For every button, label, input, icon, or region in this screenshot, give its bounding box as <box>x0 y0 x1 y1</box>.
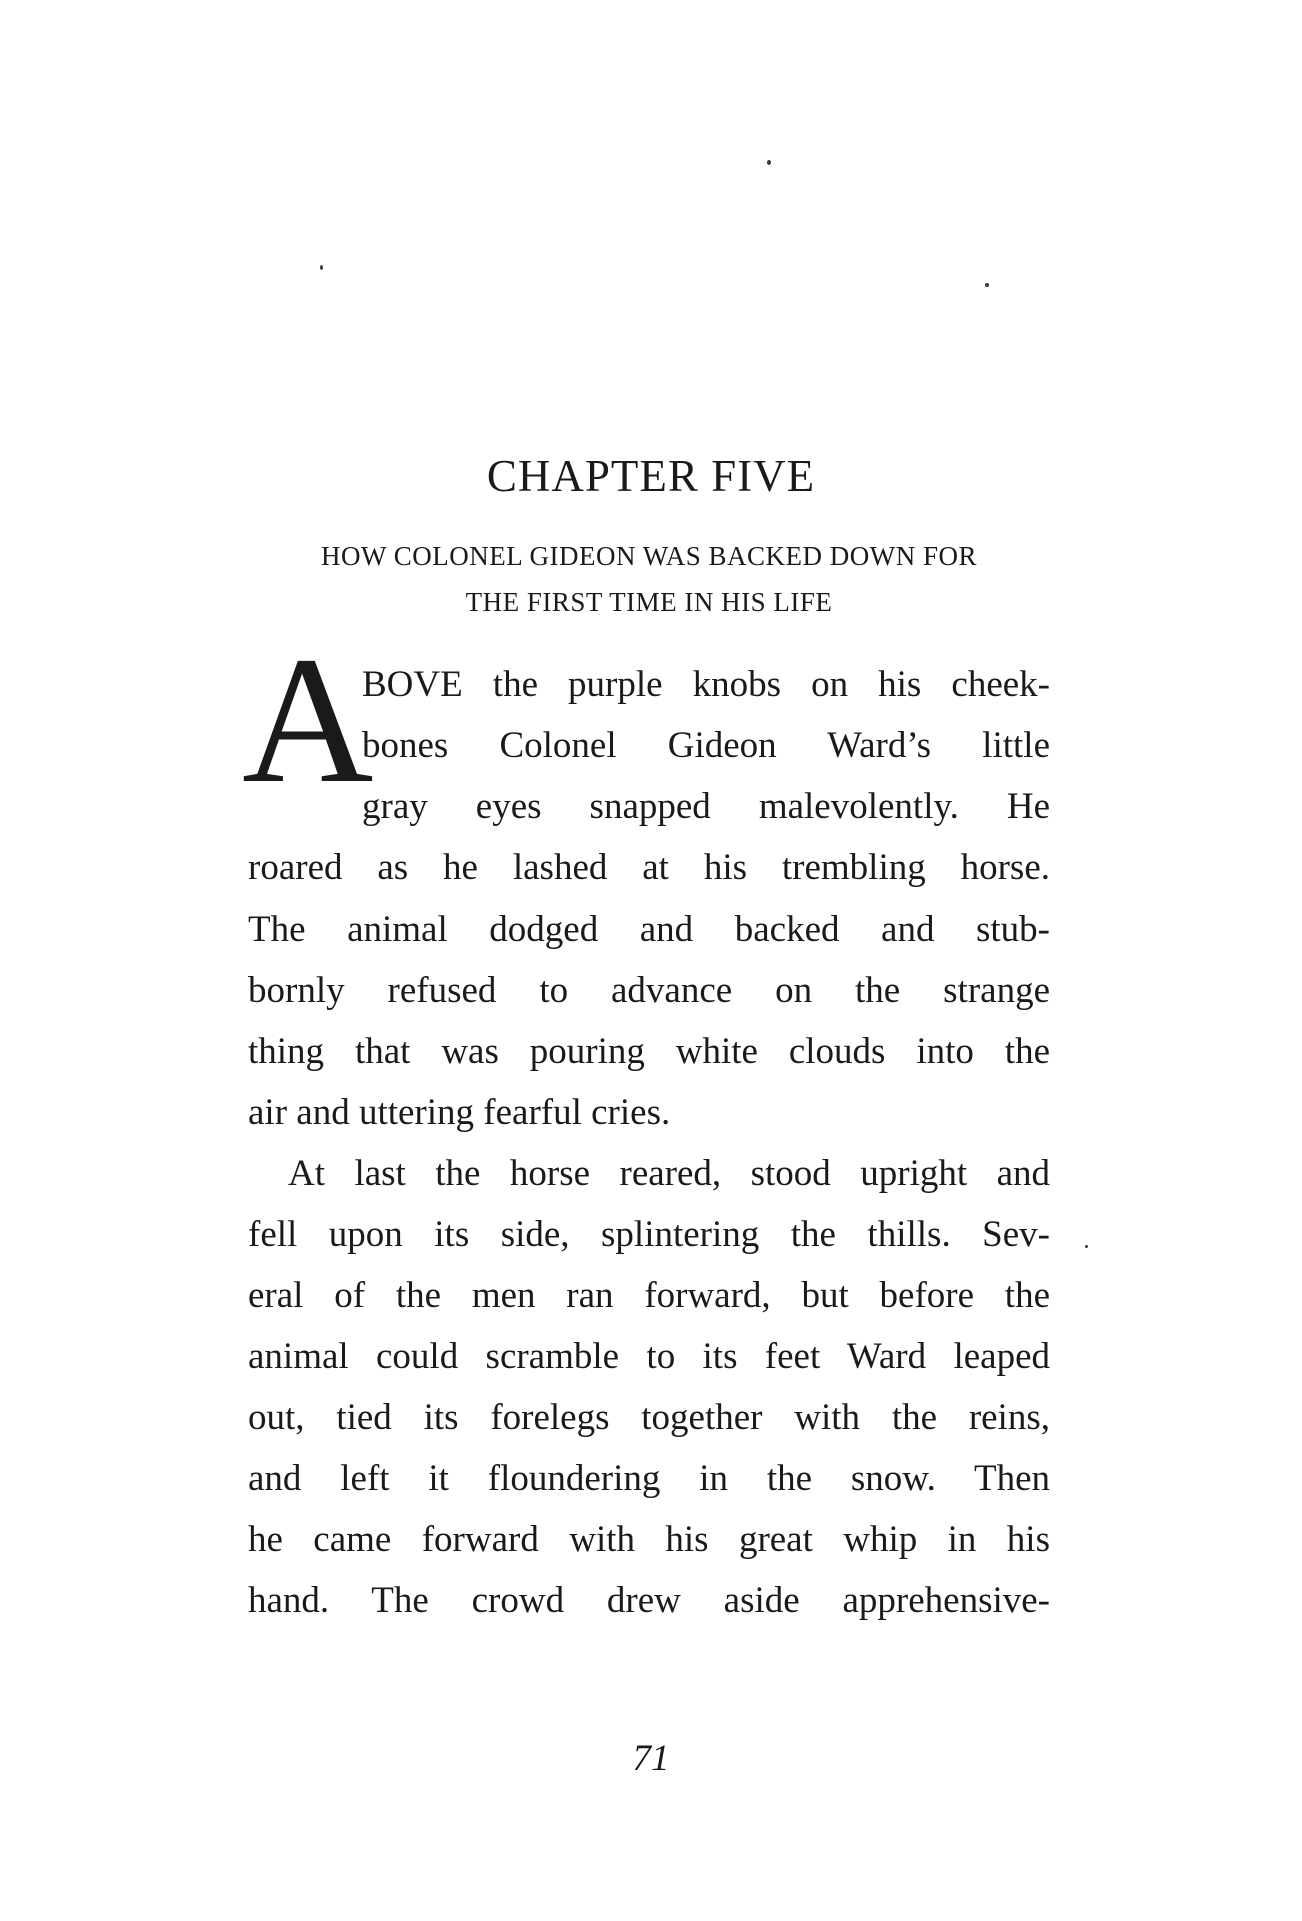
body-line: out, tied its forelegs together with the reins, <box>248 1397 1050 1438</box>
body-line: he came forward with his great whip in his <box>248 1519 1050 1560</box>
scan-speck <box>767 160 771 165</box>
scan-speck <box>1085 1245 1088 1248</box>
chapter-title: CHAPTER FIVE <box>486 451 816 501</box>
page-number: 71 <box>632 1738 670 1779</box>
body-line: hand. The crowd drew aside apprehensive- <box>248 1580 1050 1621</box>
body-line: BOVE the purple knobs on his cheek- <box>362 664 1050 705</box>
body-line: air and uttering fearful cries. <box>248 1092 671 1133</box>
body-line: roared as he lashed at his trembling horse. <box>248 847 1050 888</box>
body-line: gray eyes snapped malevolently. He <box>362 786 1050 827</box>
body-line: At last the horse reared, stood upright and <box>288 1153 1050 1194</box>
body-line: and left it floundering in the snow. Then <box>248 1458 1050 1499</box>
scan-speck <box>320 265 323 270</box>
body-line: bornly refused to advance on the strange <box>248 970 1050 1011</box>
body-line: The animal dodged and backed and stub- <box>248 909 1050 950</box>
body-line: bones Colonel Gideon Ward’s little <box>362 725 1050 766</box>
chapter-subtitle-line-1: HOW COLONEL GIDEON WAS BACKED DOWN FOR <box>321 541 977 571</box>
drop-cap: A <box>242 620 374 821</box>
chapter-subtitle-line-2: THE FIRST TIME IN HIS LIFE <box>465 587 833 617</box>
body-line: thing that was pouring white clouds into the <box>248 1031 1050 1072</box>
body-line: animal could scramble to its feet Ward leaped <box>248 1336 1050 1377</box>
body-line: fell upon its side, splintering the thills. Sev- <box>248 1214 1050 1255</box>
scan-speck <box>985 283 989 287</box>
body-line: eral of the men ran forward, but before the <box>248 1275 1050 1316</box>
